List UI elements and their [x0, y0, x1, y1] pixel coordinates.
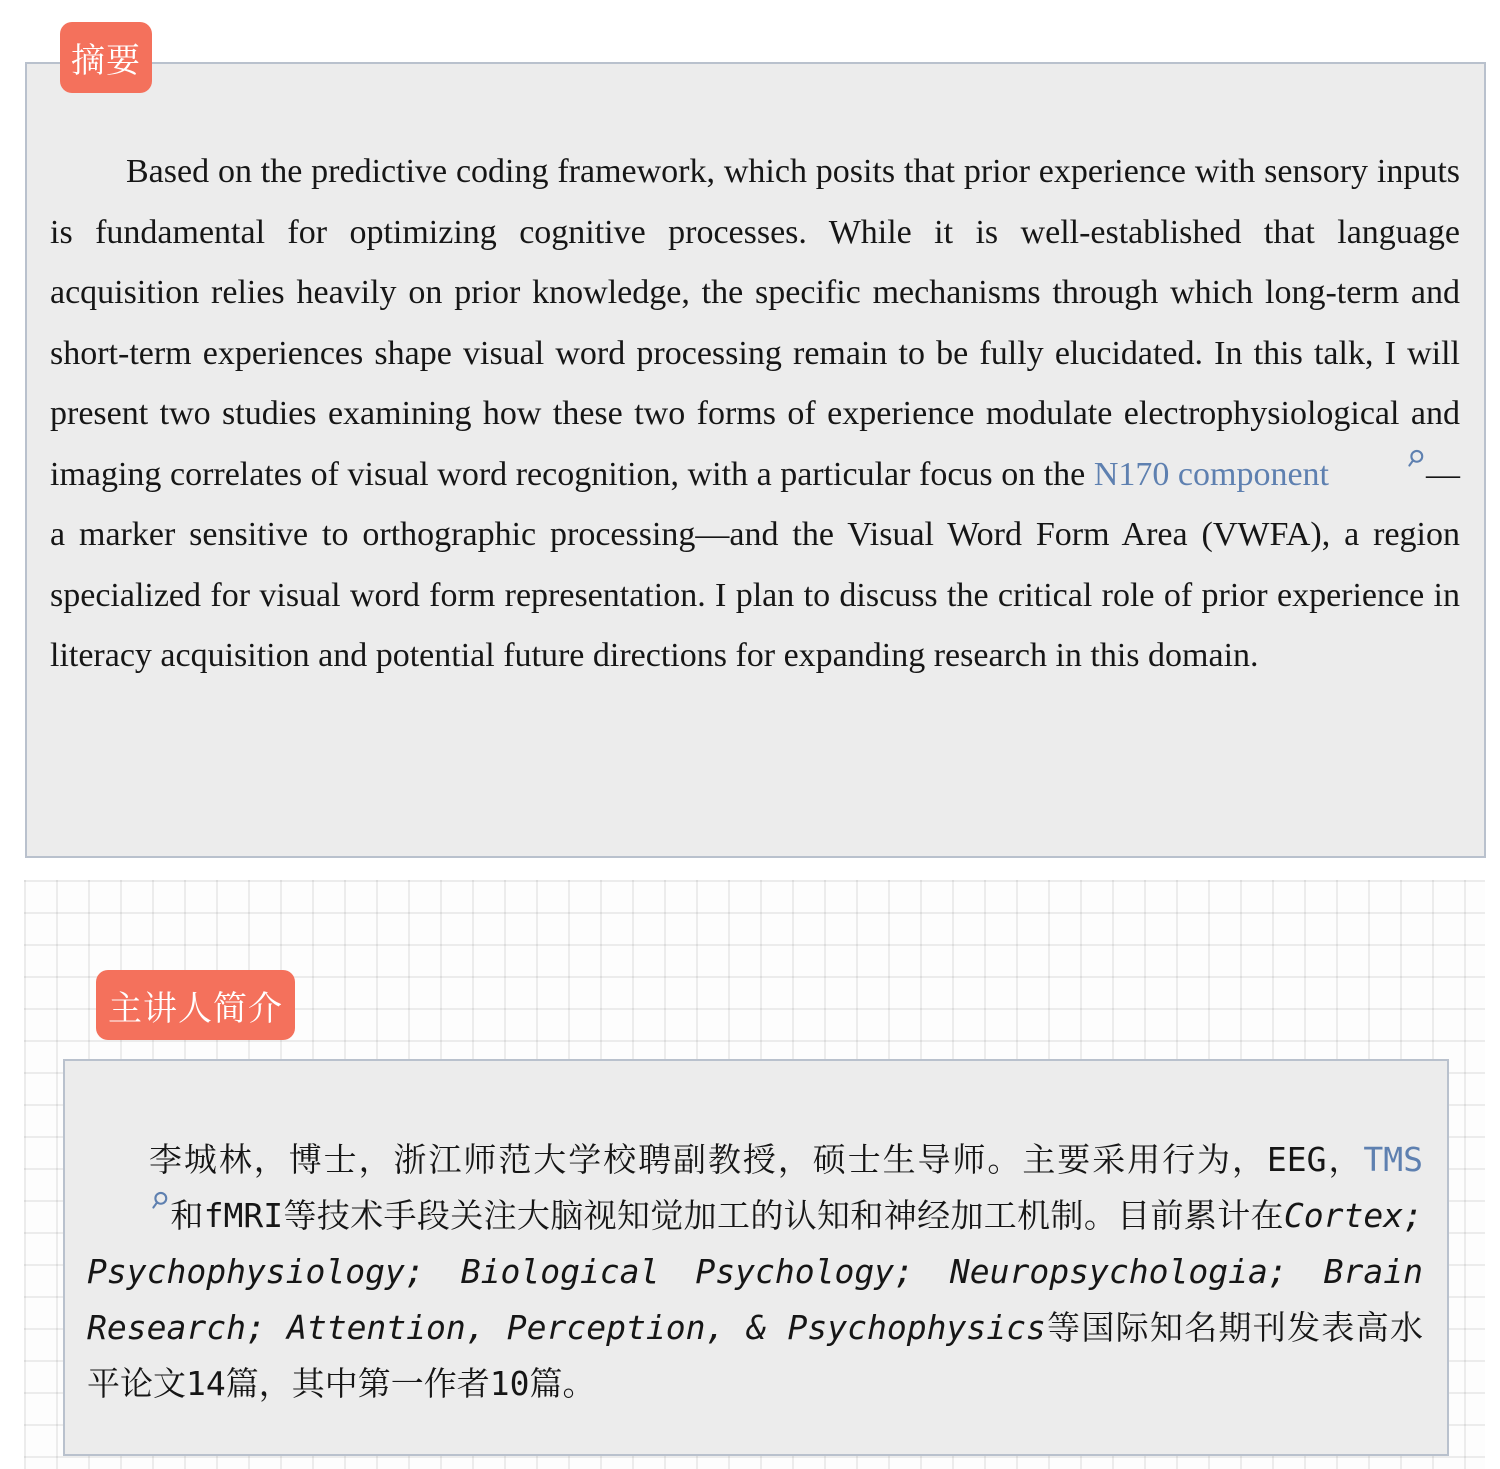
n170-component-link[interactable]: [1094, 456, 1426, 493]
abstract-section-badge: [60, 22, 152, 93]
journal-names-italic: Cortex; Psychophysiology; Biological Psychology; Neuropsychologia; Brain Research; Attention, Perception, & Psychophysics: [87, 1196, 1423, 1347]
speaker-text-part1: 李城林，博士，浙江师范大学校聘副教授，硕士生导师。主要采用行为，EEG，: [149, 1140, 1364, 1179]
search-icon: [87, 1190, 170, 1211]
speaker-text-part2: 和fMRI等技术手段关注大脑视知觉加工的认知和神经加工机制。目前累计在: [170, 1196, 1284, 1235]
speaker-section-badge: [96, 970, 295, 1040]
speaker-panel: [63, 1059, 1449, 1456]
speaker-badge-label: 主讲人简介: [108, 989, 283, 1028]
tms-link-label: TMS: [1363, 1140, 1423, 1179]
speaker-paragraph: [65, 1094, 1447, 1412]
abstract-text-part2: —a marker sensitive to orthographic processing—and the Visual Word Form Area (VWFA), a region specialized for visual word form representation. I plan to discuss the critical role of prior experience in literacy acquisition and potential future directions for expanding research in this domain.: [50, 455, 1460, 674]
abstract-badge-label: 摘要: [71, 42, 141, 80]
abstract-paragraph: [27, 98, 1484, 687]
abstract-text-part1: Based on the predictive coding framework, which posits that prior experience with sensory inputs is fundamental for optimizing cognitive processes. While it is well-established that language acquisition relies heavily on prior knowledge, the specific mechanisms through which long-term and short-term experiences shape visual word processing remain to be fully elucidated. In this talk, I will present two studies examining how these two forms of experience modulate electrophysiological and imaging correlates of visual word recognition, with a particular focus on the: [50, 153, 1460, 493]
abstract-panel: [25, 62, 1486, 858]
search-icon: [1329, 448, 1426, 469]
n170-link-label: N170 component: [1093, 455, 1329, 493]
speaker-text-part3: 等国际知名期刊发表高水平论文14篇，其中第一作者10篇。: [87, 1308, 1423, 1403]
